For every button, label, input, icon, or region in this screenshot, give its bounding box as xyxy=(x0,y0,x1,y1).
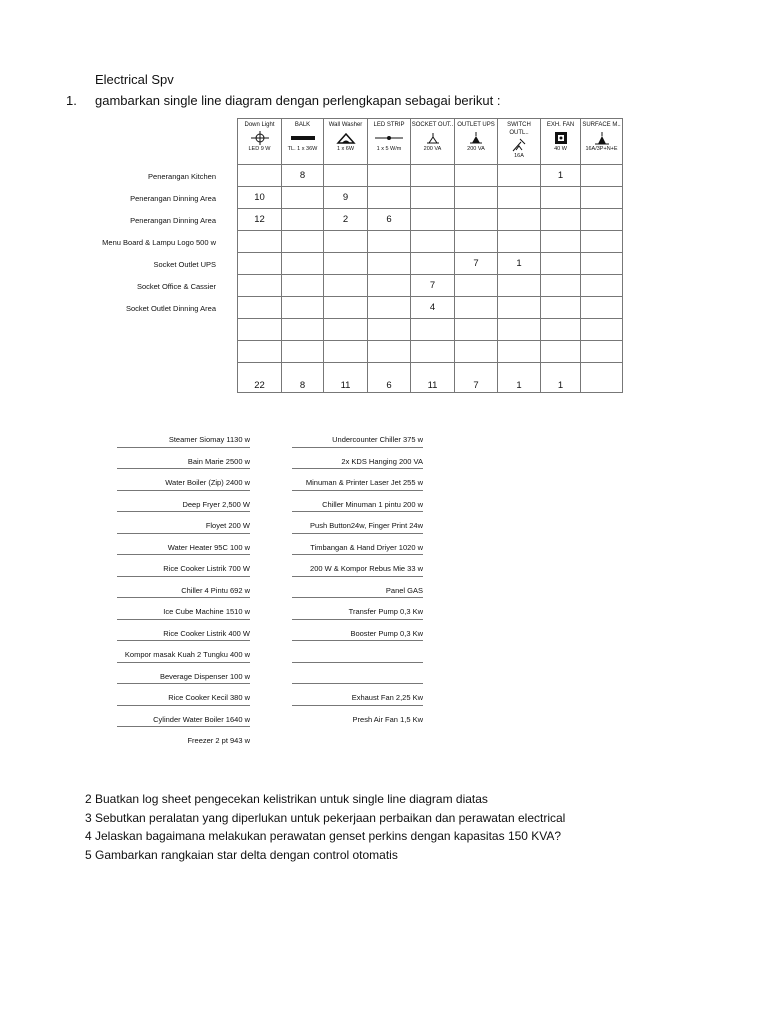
column-name: BALK xyxy=(294,122,311,128)
column-name: SOCKET OUT.. xyxy=(411,122,454,128)
table-cell xyxy=(282,341,324,363)
equipment-item: Chiller 4 Pintu 692 w xyxy=(117,577,250,599)
question-item: 5 Gambarkan rangkaian star delta dengan control otomatis xyxy=(85,847,398,862)
column-spec: 200 VA xyxy=(423,145,442,152)
table-cell xyxy=(581,165,623,187)
table-cell xyxy=(238,165,282,187)
total-cell: 7 xyxy=(455,363,498,393)
column-name: OUTLET UPS xyxy=(457,122,495,128)
equipment-item: Transfer Pump 0,3 Kw xyxy=(292,598,423,620)
table-cell xyxy=(368,253,411,275)
table-cell xyxy=(498,165,541,187)
switch-outlet-icon xyxy=(498,138,540,152)
question-1-number: 1. xyxy=(66,93,77,108)
column-name: EXH. FAN xyxy=(546,122,575,128)
table-cell xyxy=(581,297,623,319)
row-label xyxy=(100,320,238,342)
table-cell: 4 xyxy=(411,297,455,319)
question-1-text: gambarkan single line diagram dengan perlengkapan sebagai berikut : xyxy=(95,93,501,108)
table-cell: 9 xyxy=(324,187,368,209)
table-header-row xyxy=(238,119,623,165)
equipment-item: Water Heater 95C 100 w xyxy=(117,534,250,556)
table-cell xyxy=(581,209,623,231)
column-header xyxy=(498,119,541,165)
row-labels xyxy=(100,166,238,364)
column-spec: 16A/3P+N+E xyxy=(585,145,618,152)
table-row xyxy=(238,319,623,341)
table-cell xyxy=(581,231,623,253)
question-item: 2 Buatkan log sheet pengecekan kelistrikan untuk single line diagram diatas xyxy=(85,792,488,806)
total-cell: 6 xyxy=(368,363,411,393)
table-cell xyxy=(368,319,411,341)
total-cell: 1 xyxy=(541,363,581,393)
table-cell xyxy=(455,297,498,319)
total-cell: 11 xyxy=(324,363,368,393)
table-cell xyxy=(238,231,282,253)
table-cell xyxy=(541,231,581,253)
socket-icon xyxy=(411,131,454,145)
table-cell xyxy=(581,341,623,363)
table-cell xyxy=(498,319,541,341)
table-cell xyxy=(368,341,411,363)
wall-washer-icon xyxy=(324,131,367,145)
table-cell xyxy=(581,319,623,341)
table-cell xyxy=(324,165,368,187)
equipment-item: Bain Marie 2500 w xyxy=(117,448,250,470)
table-cell xyxy=(498,297,541,319)
table-cell: 6 xyxy=(368,209,411,231)
table-cell xyxy=(455,231,498,253)
table-cell: 10 xyxy=(238,187,282,209)
row-label: Socket Office & Cassier xyxy=(136,282,216,291)
column-header xyxy=(541,119,581,165)
column-spec: 16A xyxy=(514,153,524,159)
row-label: Penerangan Dinning Area xyxy=(130,216,216,225)
table-row xyxy=(238,275,623,297)
table-cell xyxy=(282,319,324,341)
equipment-item: 2x KDS Hanging 200 VA xyxy=(292,448,423,470)
table-cell xyxy=(324,341,368,363)
table-cell xyxy=(541,253,581,275)
table-cell xyxy=(324,253,368,275)
table-cell xyxy=(498,209,541,231)
row-label: Penerangan Kitchen xyxy=(148,172,216,181)
table-row xyxy=(238,297,623,319)
table-row xyxy=(238,253,623,275)
table-cell xyxy=(581,275,623,297)
table-cell xyxy=(411,165,455,187)
column-spec: LED 9 W xyxy=(248,145,271,152)
equipment-item: Rice Cooker Listrik 400 W xyxy=(117,620,250,642)
equipment-item: Beverage Dispenser 100 w xyxy=(117,663,250,685)
row-label xyxy=(100,342,238,364)
table-cell xyxy=(455,187,498,209)
equipment-item: Ice Cube Machine 1510 w xyxy=(117,598,250,620)
led-strip-icon xyxy=(368,131,410,145)
table-cell xyxy=(541,341,581,363)
table-cell xyxy=(368,165,411,187)
total-cell: 22 xyxy=(238,363,282,393)
table-cell: 12 xyxy=(238,209,282,231)
total-cell xyxy=(581,363,623,393)
column-name: SWITCH OUTL.. xyxy=(507,122,531,136)
equipment-list-left xyxy=(117,426,250,749)
table-cell: 2 xyxy=(324,209,368,231)
table-cell xyxy=(411,319,455,341)
total-cell: 8 xyxy=(282,363,324,393)
column-header xyxy=(581,119,623,165)
table-cell xyxy=(541,275,581,297)
table-row xyxy=(238,165,623,187)
equipment-item: Presh Air Fan 1,5 Kw xyxy=(352,714,423,724)
table-cell xyxy=(282,253,324,275)
table-cell xyxy=(411,209,455,231)
table-cell xyxy=(238,297,282,319)
tube-lamp-icon xyxy=(282,131,323,145)
table-cell xyxy=(238,341,282,363)
table-cell xyxy=(541,319,581,341)
equipment-item: Floyet 200 W xyxy=(117,512,250,534)
exhaust-fan-icon xyxy=(541,131,580,145)
crosshair-icon xyxy=(238,131,281,145)
column-spec: 1 x 6W xyxy=(336,145,355,152)
table-cell xyxy=(282,231,324,253)
equipment-item: Timbangan & Hand Driyer 1020 w xyxy=(292,534,423,556)
table-cell xyxy=(498,187,541,209)
question-list xyxy=(85,790,565,864)
table-cell xyxy=(541,187,581,209)
row-label: Menu Board & Lampu Logo 500 w xyxy=(102,238,216,247)
table-cell xyxy=(324,275,368,297)
table-cell xyxy=(238,275,282,297)
table-cell xyxy=(368,231,411,253)
table-cell xyxy=(455,319,498,341)
table-cell xyxy=(498,341,541,363)
column-name: SURFACE M.. xyxy=(582,122,621,128)
column-name: Down Light xyxy=(244,122,275,128)
table-cell xyxy=(238,319,282,341)
equipment-item: Rice Cooker Listrik 700 W xyxy=(117,555,250,577)
column-spec: 200 VA xyxy=(467,145,485,152)
outlet-ups-icon xyxy=(455,131,497,145)
equipment-item: Cylinder Water Boiler 1640 w xyxy=(117,706,250,728)
table-cell xyxy=(411,187,455,209)
equipment-list-right xyxy=(292,426,423,727)
equipment-item xyxy=(292,641,423,663)
equipment-item: Steamer Siomay 1130 w xyxy=(117,426,250,448)
table-cell xyxy=(368,275,411,297)
column-spec: 40 W xyxy=(554,145,567,152)
equipment-item: Minuman & Printer Laser Jet 255 w xyxy=(292,469,423,491)
table-cell: 7 xyxy=(455,253,498,275)
equipment-item: Rice Cooker Kecil 380 w xyxy=(117,684,250,706)
table-cell xyxy=(282,187,324,209)
column-spec: TL. 1 x 36W xyxy=(287,145,318,152)
table-cell xyxy=(282,209,324,231)
total-cell: 1 xyxy=(498,363,541,393)
table-cell xyxy=(498,231,541,253)
equipment-item: Water Boiler (Zip) 2400 w xyxy=(117,469,250,491)
totals-row xyxy=(238,363,623,393)
equipment-item: Kompor masak Kuah 2 Tungku 400 w xyxy=(117,641,250,663)
equipment-item: Chiller Minuman 1 pintu 200 w xyxy=(292,491,423,513)
table-cell xyxy=(581,187,623,209)
question-item: 3 Sebutkan peralatan yang diperlukan untuk pekerjaan perbaikan dan perawatan electrical xyxy=(85,810,566,825)
question-item: 4 Jelaskan bagaimana melakukan perawatan genset perkins dengan kapasitas 150 KVA? xyxy=(85,829,562,843)
table-cell xyxy=(324,319,368,341)
table-cell: 1 xyxy=(498,253,541,275)
column-header xyxy=(411,119,455,165)
equipment-item: Undercounter Chiller 375 w xyxy=(292,426,423,448)
table-cell xyxy=(455,209,498,231)
column-name: LED STRIP xyxy=(373,122,405,128)
table-cell xyxy=(238,253,282,275)
surface-mount-icon xyxy=(581,131,622,145)
table-cell xyxy=(498,275,541,297)
column-header xyxy=(238,119,282,165)
row-label: Penerangan Dinning Area xyxy=(130,194,216,203)
equipment-table xyxy=(237,118,623,393)
table-row xyxy=(238,341,623,363)
table-cell xyxy=(282,275,324,297)
table-cell xyxy=(541,209,581,231)
row-label: Socket Outlet UPS xyxy=(153,260,216,269)
table-cell xyxy=(455,165,498,187)
table-cell: 7 xyxy=(411,275,455,297)
column-name: Wall Washer xyxy=(328,122,363,128)
column-header xyxy=(455,119,498,165)
table-cell xyxy=(541,297,581,319)
column-spec: 1 x 5 W/m xyxy=(376,145,402,152)
equipment-item: Push Button24w, Finger Print 24w xyxy=(292,512,423,534)
table-cell xyxy=(581,253,623,275)
column-header xyxy=(324,119,368,165)
total-cell: 11 xyxy=(411,363,455,393)
table-cell xyxy=(282,297,324,319)
column-header xyxy=(282,119,324,165)
equipment-item: Booster Pump 0,3 Kw xyxy=(292,620,423,642)
table-cell xyxy=(368,187,411,209)
equipment-item: 200 W & Kompor Rebus Mie 33 w xyxy=(292,555,423,577)
equipment-item xyxy=(292,663,423,685)
table-cell xyxy=(368,297,411,319)
column-header xyxy=(368,119,411,165)
table-row xyxy=(238,231,623,253)
equipment-item: Freezer 2 pt 943 w xyxy=(187,736,250,745)
table-cell: 8 xyxy=(282,165,324,187)
row-label: Socket Outlet Dinning Area xyxy=(125,304,216,313)
table-cell xyxy=(455,275,498,297)
table-row xyxy=(238,209,623,231)
table-cell xyxy=(411,253,455,275)
equipment-item: Exhaust Fan 2,25 Kw xyxy=(292,684,423,706)
table-row xyxy=(238,187,623,209)
table-cell xyxy=(324,231,368,253)
equipment-item: Panel GAS xyxy=(292,577,423,599)
table-cell xyxy=(455,341,498,363)
document-heading: Electrical Spv xyxy=(95,72,174,87)
equipment-item: Deep Fryer 2,500 W xyxy=(117,491,250,513)
table-cell: 1 xyxy=(541,165,581,187)
table-cell xyxy=(411,341,455,363)
table-cell xyxy=(411,231,455,253)
table-cell xyxy=(324,297,368,319)
